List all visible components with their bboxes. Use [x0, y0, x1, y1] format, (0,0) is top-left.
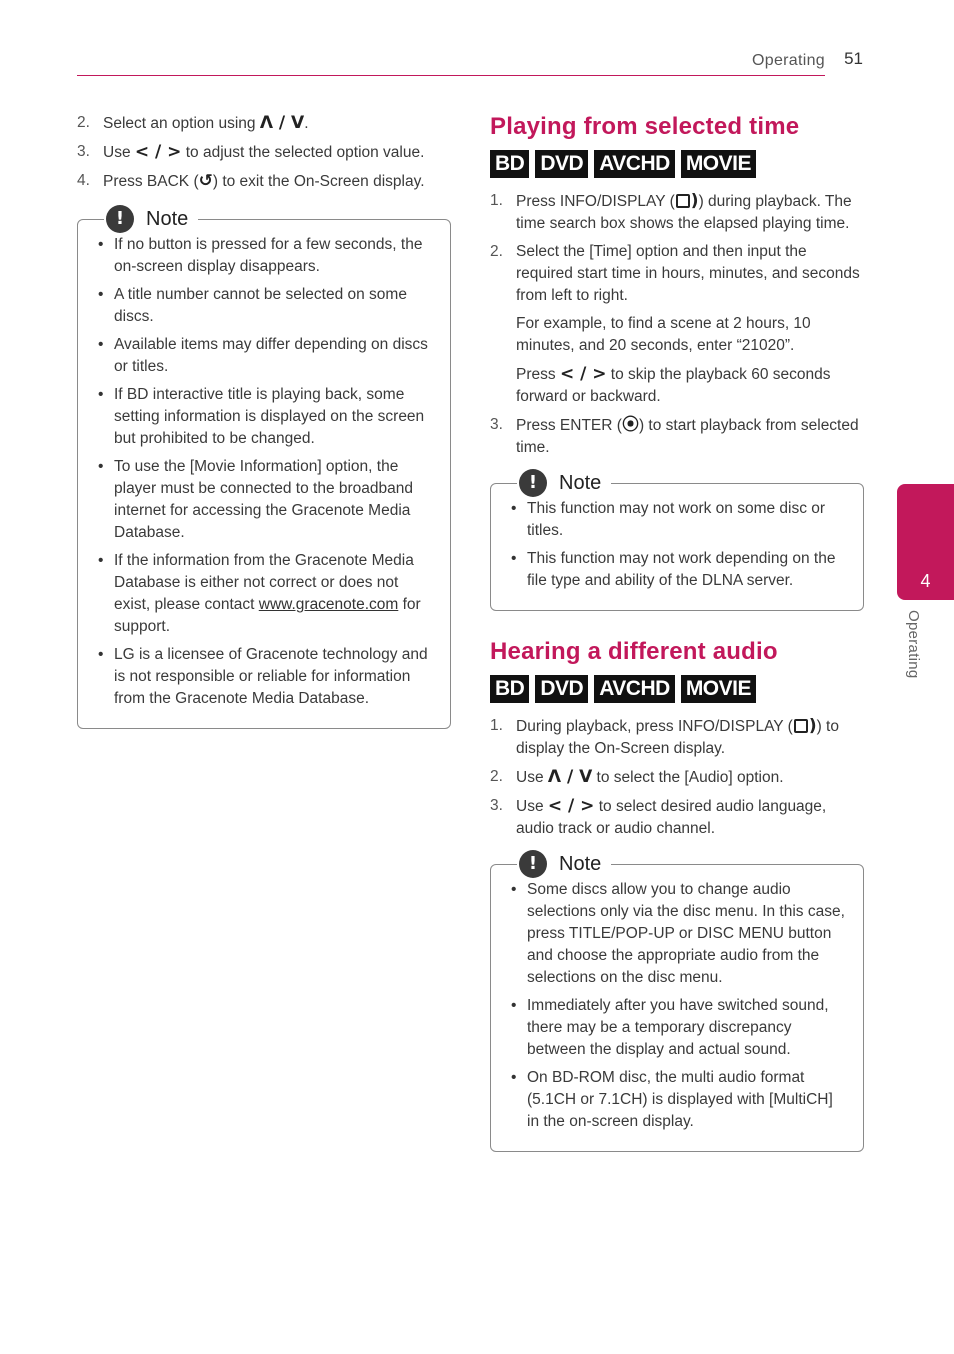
avchd-badge: AVCHD — [594, 675, 675, 703]
left-column — [77, 112, 451, 729]
note-list — [94, 234, 434, 710]
list-item: • On BD-ROM disc, the multi audio format (5.1CH or 7.1CH) is displayed with [MultiCH] in the on-screen display. — [507, 1067, 847, 1133]
step-item: 2. Use Λ / V to select the [Audio] option. — [490, 767, 784, 787]
header-title: Operating — [752, 52, 825, 69]
chapter-tab — [897, 484, 954, 600]
right-column — [490, 112, 864, 1152]
step-item: 1. During playback, press INFO/DISPLAY ( )) to display the On-Screen display. — [490, 716, 839, 757]
disc-badges — [490, 675, 864, 703]
section2-steps — [490, 715, 864, 840]
list-item: • Available items may differ depending on discs or titles. — [94, 334, 434, 378]
step-item: 1. Press INFO/DISPLAY ( )) during playback. The time search box shows the elapsed playing time. — [490, 191, 852, 232]
left-right-icon: < / > — [559, 364, 607, 384]
chapter-number: 4 — [920, 571, 931, 591]
list-item: • A title number cannot be selected on some discs. — [94, 284, 434, 328]
info-display-icon — [794, 719, 808, 733]
dvd-badge: DVD — [535, 150, 588, 178]
section-title: Playing from selected time — [490, 113, 800, 140]
dvd-badge: DVD — [535, 675, 588, 703]
movie-badge: MOVIE — [681, 675, 756, 703]
gracenote-link[interactable]: www.gracenote.com — [258, 596, 399, 613]
note-box — [490, 853, 864, 1152]
page-header — [77, 46, 863, 76]
step-item: 3. Use < / > to adjust the selected option value. — [77, 142, 425, 162]
step-item: 4. Press BACK (↺) to exit the On-Screen display. — [77, 171, 425, 191]
back-icon: ↺ — [198, 171, 213, 191]
list-item: • If BD interactive title is playing back, some setting information is displayed on the screen but prohibited to be changed. — [94, 384, 434, 450]
bd-badge: BD — [490, 150, 529, 178]
step-item: 3. Use < / > to select desired audio language, audio track or audio channel. — [490, 796, 827, 837]
list-item: • Immediately after you have switched sound, there may be a temporary discrepancy between the display and actual sound. — [507, 995, 847, 1061]
note-label: Note — [146, 208, 189, 230]
skip-text: Press < / > to skip the playback 60 seconds forward or backward. — [516, 364, 831, 405]
page-number: 51 — [844, 49, 863, 68]
chapter-label: Operating — [905, 610, 922, 679]
up-down-icon: Λ / V — [259, 113, 305, 133]
step-item: 2. Select an option using Λ / V. — [77, 113, 309, 133]
list-item: • This function may not work depending on the file type and ability of the DLNA server. — [507, 548, 847, 592]
exclamation-icon: ! — [519, 469, 547, 497]
note-list — [507, 879, 847, 1133]
note-label: Note — [559, 472, 602, 494]
disc-badges — [490, 150, 864, 178]
example-text: For example, to find a scene at 2 hours, 10 minutes, and 20 seconds, enter “21020”. — [516, 315, 811, 354]
step-item: 3. Press ENTER (⦿) to start playback from selected time. — [490, 415, 859, 456]
note-header — [517, 468, 611, 498]
note-box — [77, 208, 451, 729]
section-title: Hearing a different audio — [490, 638, 778, 665]
note-header — [104, 204, 198, 234]
section1-steps-cont — [490, 414, 864, 459]
list-item: • LG is a licensee of Gracenote technology and is not responsible or reliable for information from the Gracenote Media Database. — [94, 644, 434, 710]
avchd-badge: AVCHD — [594, 150, 675, 178]
header-rule — [77, 75, 825, 76]
movie-badge: MOVIE — [681, 150, 756, 178]
list-item: • If no button is pressed for a few seconds, the on-screen display disappears. — [94, 234, 434, 278]
list-item: • This function may not work on some disc or titles. — [507, 498, 847, 542]
exclamation-icon: ! — [519, 850, 547, 878]
note-list — [507, 498, 847, 592]
exclamation-icon: ! — [106, 205, 134, 233]
note-box — [490, 472, 864, 611]
left-right-icon: < / > — [547, 796, 595, 816]
list-item: • To use the [Movie Information] option, the player must be connected to the broadband internet for accessing the Gracenote Media Database. — [94, 456, 434, 544]
left-steps — [77, 112, 451, 193]
note-label: Note — [559, 853, 602, 875]
enter-icon: ⦿ — [621, 415, 639, 435]
section1-steps — [490, 190, 864, 307]
list-item: • If the information from the Gracenote Media Database is either not correct or does not exist, please contact www.gracenote.com for support. — [94, 550, 434, 638]
info-display-icon — [676, 194, 690, 208]
left-right-icon: < / > — [134, 142, 182, 162]
note-header — [517, 849, 611, 879]
up-down-icon: Λ / V — [547, 767, 593, 787]
list-item: • Some discs allow you to change audio selections only via the disc menu. In this case, press TITLE/POP-UP or DISC MENU button and choose the appropriate audio from the selections on the disc menu. — [507, 879, 847, 989]
bd-badge: BD — [490, 675, 529, 703]
step-item: 2. Select the [Time] option and then input the required start time in hours, minutes, and seconds from left to right. — [490, 243, 860, 304]
